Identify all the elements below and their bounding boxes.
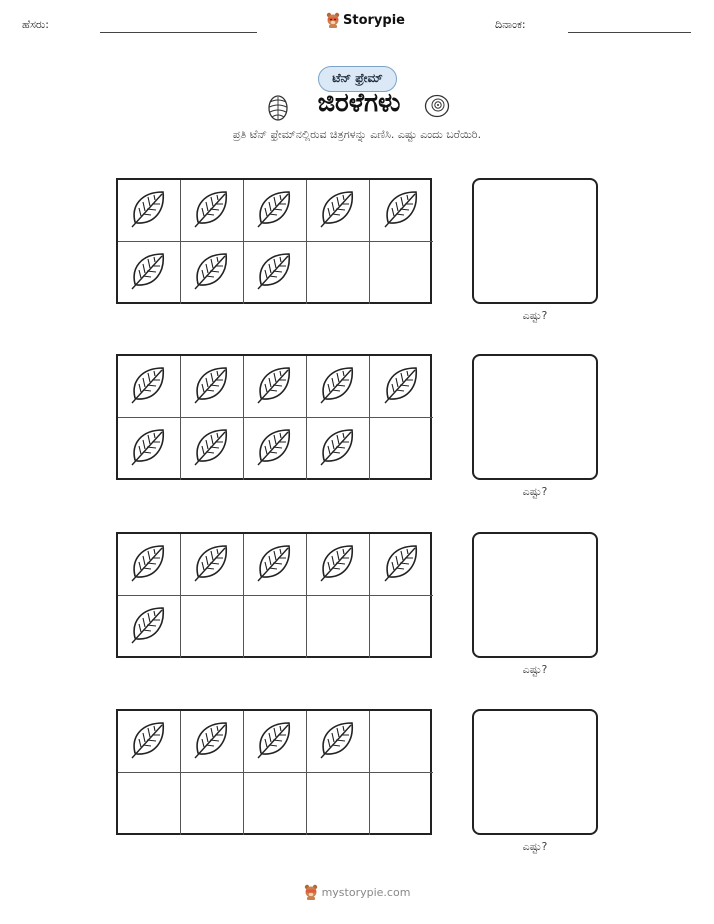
beetle-icon [266,92,290,122]
leaf-icon [318,542,358,588]
how-many-label: ಎಷ್ಟು? [522,663,548,676]
ten-frame [116,532,432,658]
ten-frame-cell [307,180,370,242]
ten-frame-cell [181,180,244,242]
how-many-label: ಎಷ್ಟು? [522,309,548,322]
leaf-icon [382,188,422,234]
ten-frame-cell [181,356,244,418]
name-label: ಹೆಸರು: [22,18,49,31]
leaf-icon [382,364,422,410]
ten-frame-cell [307,711,370,773]
ten-frame-cell [118,418,181,480]
footer [0,884,714,900]
leaf-icon [255,188,295,234]
bear-icon [304,884,318,900]
ten-frame-cell [370,418,433,480]
footer-url[interactable]: mystorypie.com [321,885,411,899]
ten-frame-cell [370,711,433,773]
ten-frame-cell [118,711,181,773]
name-line[interactable] [100,32,257,33]
leaf-icon [318,426,358,472]
instructions: ಪ್ರತಿ ಟೆನ್ ಫ್ರೇಮ್‌ನಲ್ಲಿರುವ ಚಿತ್ರಗಳನ್ನು ಎಣಿಸಿ. ಎಷ್ಟು ಎಂದು ಬರೆಯಿರಿ. [232,128,482,141]
bear-icon [326,12,340,28]
ten-frame-cell [244,773,307,835]
ten-frame-cell [370,773,433,835]
answer-box[interactable] [472,178,598,304]
ten-frame-cell [244,356,307,418]
leaf-icon [192,542,232,588]
ten-frame-cell [307,773,370,835]
leaf-icon [192,250,232,296]
ten-frame-cell [118,534,181,596]
ten-frame-cell [244,418,307,480]
ten-frame-cell [307,418,370,480]
ten-frame-cell [307,596,370,658]
ten-frame-cell [370,356,433,418]
leaf-icon [255,542,295,588]
leaf-icon [129,250,169,296]
leaf-icon [318,364,358,410]
ten-frame-cell [244,180,307,242]
ten-frame-cell [181,242,244,304]
leaf-icon [129,719,169,765]
page-title: ಜಿರಳೆಗಳು [317,88,401,118]
ten-frame-cell [244,242,307,304]
leaf-icon [318,188,358,234]
brand-name: Storypie [343,12,405,28]
leaf-icon [129,542,169,588]
leaf-icon [129,426,169,472]
leaf-icon [255,364,295,410]
topic-badge: ಟೆನ್ ಫ್ರೇಮ್ [318,66,397,92]
ten-frame-cell [118,242,181,304]
answer-box[interactable] [472,532,598,658]
ten-frame-cell [307,356,370,418]
leaf-icon [255,719,295,765]
ten-frame-cell [244,711,307,773]
leaf-icon [129,364,169,410]
leaf-icon [192,188,232,234]
leaf-icon [318,719,358,765]
ten-frame-cell [118,180,181,242]
ten-frame [116,178,432,304]
leaf-icon [255,426,295,472]
leaf-icon [192,364,232,410]
ten-frame-cell [181,596,244,658]
ten-frame-cell [118,773,181,835]
ten-frame-cell [118,356,181,418]
leaf-icon [192,426,232,472]
answer-box[interactable] [472,709,598,835]
how-many-label: ಎಷ್ಟು? [522,840,548,853]
answer-box[interactable] [472,354,598,480]
ten-frame-cell [118,596,181,658]
ten-frame-cell [370,242,433,304]
ten-frame-cell [181,711,244,773]
ten-frame-cell [244,534,307,596]
snail-shell-icon [424,93,450,119]
ten-frame-cell [307,242,370,304]
ten-frame-cell [370,596,433,658]
ten-frame-cell [181,534,244,596]
leaf-icon [129,188,169,234]
how-many-label: ಎಷ್ಟು? [522,485,548,498]
ten-frame-cell [370,180,433,242]
ten-frame-cell [307,534,370,596]
leaf-icon [129,604,169,650]
date-label: ದಿನಾಂಕ: [495,18,526,31]
ten-frame-cell [181,773,244,835]
ten-frame [116,709,432,835]
date-line[interactable] [568,32,691,33]
brand-logo [326,12,405,28]
ten-frame-cell [181,418,244,480]
ten-frame-cell [244,596,307,658]
leaf-icon [382,542,422,588]
leaf-icon [255,250,295,296]
ten-frame [116,354,432,480]
ten-frame-cell [370,534,433,596]
leaf-icon [192,719,232,765]
